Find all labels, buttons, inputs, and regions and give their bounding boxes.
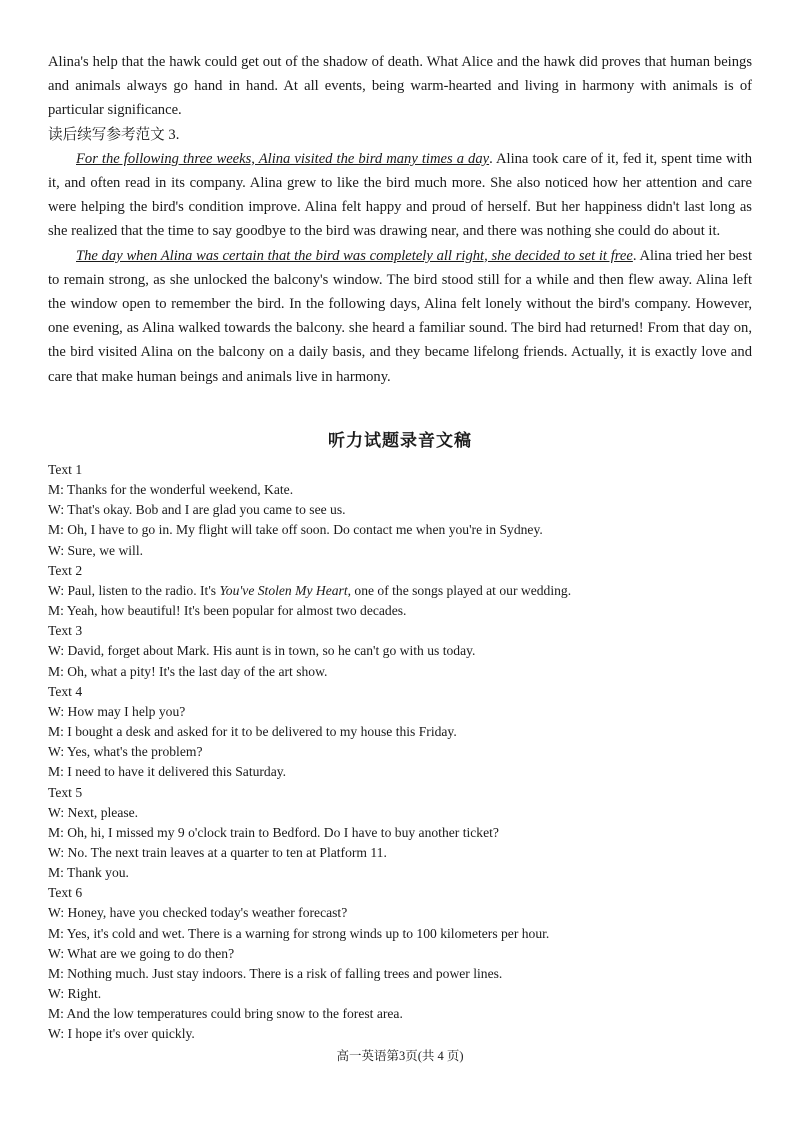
dialogue-line-end: , one of the songs played at our wedding. <box>347 582 572 598</box>
text-label: Text 3 <box>48 623 83 639</box>
essay-paragraph-1 <box>48 147 752 244</box>
underlined-prompt-2: The day when Alina was certain that the bird was completely all right, she decided to set it free <box>76 247 633 264</box>
dialogue-line: M: And the low temperatures could bring snow to the forest area. <box>48 1006 403 1022</box>
listening-transcript <box>48 460 752 1045</box>
dialogue-line: W: I hope it's over quickly. <box>48 1026 195 1042</box>
dialogue-line: M: Oh, what a pity! It's the last day of the art show. <box>48 663 328 679</box>
page-footer: 高一英语第3页(共 4 页) <box>336 1049 464 1063</box>
underlined-prompt-1: For the following three weeks, Alina visited the bird many times a day <box>76 150 490 167</box>
sample-essay-label: 读后续写参考范文 3. <box>48 126 180 143</box>
dialogue-line <box>48 581 752 601</box>
dialogue-line: W: Yes, what's the problem? <box>48 744 203 760</box>
dialogue-line: M: I need to have it delivered this Saturday. <box>48 764 287 780</box>
essay-paragraph-2 <box>48 244 752 389</box>
dialogue-line: M: Yes, it's cold and wet. There is a warning for strong winds up to 100 kilometers per hour. <box>48 925 550 941</box>
essay-paragraph-1-body: . Alina took care of it, fed it, spent time with it, and often read in its company. Alina grew to like the bird much more. She also noticed how her attention and care were helping the bird's condition improve. Alina felt happy and proud of herself. But her happiness didn't last long as she realized that the time to say goodbye to the bird was drawing near, and there was nothing she could do about it. <box>48 150 752 240</box>
dialogue-line: M: Oh, hi, I missed my 9 o'clock train to Bedford. Do I have to buy another ticket? <box>48 824 499 840</box>
dialogue-line: M: Nothing much. Just stay indoors. There is a risk of falling trees and power lines. <box>48 965 503 981</box>
dialogue-line: W: David, forget about Mark. His aunt is in town, so he can't go with us today. <box>48 643 476 659</box>
dialogue-line: W: What are we going to do then? <box>48 945 235 961</box>
dialogue-line: M: Thank you. <box>48 865 129 881</box>
section-title: 听力试题录音文稿 <box>328 431 472 451</box>
text-label: Text 2 <box>48 562 83 578</box>
dialogue-line: W: Honey, have you checked today's weather forecast? <box>48 905 348 921</box>
dialogue-line: W: Sure, we will. <box>48 542 144 558</box>
song-title: You've Stolen My Heart <box>219 582 348 598</box>
dialogue-line: M: Yeah, how beautiful! It's been popular for almost two decades. <box>48 603 407 619</box>
text-label: Text 5 <box>48 784 83 800</box>
dialogue-line: M: Thanks for the wonderful weekend, Kate. <box>48 482 294 498</box>
dialogue-line: W: Next, please. <box>48 804 139 820</box>
dialogue-line: W: No. The next train leaves at a quarter to ten at Platform 11. <box>48 844 387 860</box>
text-label: Text 6 <box>48 885 83 901</box>
essay-paragraph-2-body: . Alina tried her best to remain strong, as she unlocked the balcony's window. The bird stood still for a while and then flew away. Alina left the window open to remember the bird. In the following days, Alina felt lonely without the bird's company. However, one evening, as Alina walked towards the balcony. she heard a familiar sound. The bird had returned! From that day on, the bird visited Alina on the balcony on a daily basis, and they became lifelong friends. Actually, it is exactly love and care that make human beings and animals live in harmony. <box>48 247 752 385</box>
dialogue-line-start: W: Paul, listen to the radio. It's <box>48 582 220 598</box>
text-label: Text 1 <box>48 462 83 477</box>
dialogue-line: W: Right. <box>48 986 102 1002</box>
dialogue-line: W: That's okay. Bob and I are glad you came to see us. <box>48 502 346 518</box>
essay-intro-paragraph: Alina's help that the hawk could get out of the shadow of death. What Alice and the hawk did proves that human beings and animals always go hand in hand. At all events, being warm-hearted and living in harmony with animals is of particular significance. <box>48 54 752 119</box>
essay-section <box>48 50 752 389</box>
dialogue-line: M: I bought a desk and asked for it to be delivered to my house this Friday. <box>48 724 457 740</box>
text-label: Text 4 <box>48 683 83 699</box>
dialogue-line: M: Oh, I have to go in. My flight will take off soon. Do contact me when you're in Sydney. <box>48 522 543 538</box>
dialogue-line: W: How may I help you? <box>48 703 186 719</box>
